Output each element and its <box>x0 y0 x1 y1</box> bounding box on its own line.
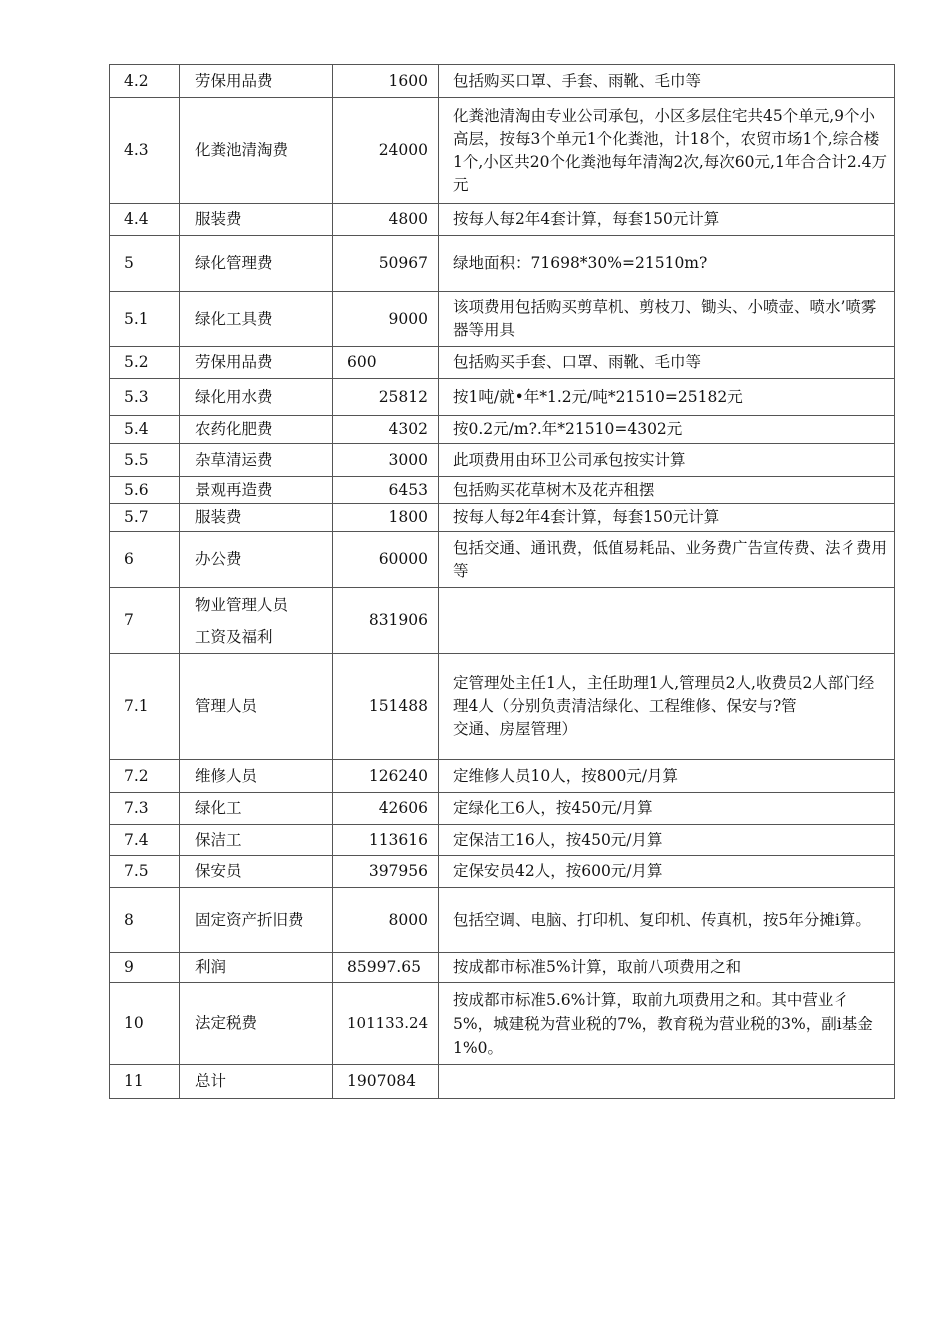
item-number: 5.2 <box>110 347 180 379</box>
table-row <box>110 379 895 416</box>
item-description: 此项费用由环卫公司承包按实计算 <box>439 444 895 477</box>
table-row <box>110 236 895 292</box>
item-description: 按成都市标准5.6%计算，取前九项费用之和。其中营业彳5%，城建税为营业税的7%，教育税为营业税的3%，副i基金1%0。 <box>439 983 895 1065</box>
table-row <box>110 793 895 825</box>
item-amount: 3000 <box>333 444 439 477</box>
item-name: 法定税费 <box>180 983 333 1065</box>
item-number: 10 <box>110 983 180 1065</box>
item-amount: 6453 <box>333 477 439 504</box>
item-description <box>439 654 895 760</box>
item-amount: 151488 <box>333 654 439 760</box>
fee-table <box>109 64 895 1099</box>
item-amount: 8000 <box>333 888 439 953</box>
item-description: 该项费用包括购买剪草机、剪枝刀、锄头、小喷壶、喷水’喷雾器等用具 <box>439 292 895 347</box>
item-number: 4.4 <box>110 204 180 236</box>
table-row <box>110 953 895 983</box>
item-description-line: 定管理处主任1人，主任助理1人,管理员2人,收费员2人部门经理4人（分别负责清洁绿化、工程维修、保安与?管 <box>453 674 875 715</box>
item-amount: 24000 <box>333 98 439 204</box>
item-description: 包括购买花草树木及花卉租摆 <box>439 477 895 504</box>
table-row <box>110 1065 895 1099</box>
item-description <box>439 588 895 654</box>
item-number: 5.5 <box>110 444 180 477</box>
item-description: 按1吨/就•年*1.2元/吨*21510=25182元 <box>439 379 895 416</box>
item-number: 6 <box>110 532 180 588</box>
table-row <box>110 292 895 347</box>
item-number: 7.5 <box>110 856 180 888</box>
item-amount: 397956 <box>333 856 439 888</box>
item-description: 化粪池清淘由专业公司承包，小区多层住宅共45个单元,9个小高层，按每3个单元1个化粪池，计18个，农贸市场1个,综合楼1个,小区共20个化粪池每年清淘2次,每次60元,1年合合计2.4万元 <box>439 98 895 204</box>
item-number: 7 <box>110 588 180 654</box>
item-description: 定维修人员10人，按800元/月算 <box>439 760 895 793</box>
item-name: 服装费 <box>180 504 333 532</box>
item-amount: 126240 <box>333 760 439 793</box>
item-name: 劳保用品费 <box>180 347 333 379</box>
item-amount: 60000 <box>333 532 439 588</box>
item-name: 保安员 <box>180 856 333 888</box>
item-name: 服装费 <box>180 204 333 236</box>
table-row <box>110 588 895 654</box>
item-amount: 831906 <box>333 588 439 654</box>
table-row <box>110 504 895 532</box>
item-number: 7.1 <box>110 654 180 760</box>
item-description: 包括购买口罩、手套、雨靴、毛巾等 <box>439 65 895 98</box>
item-amount: 85997.65 <box>333 953 439 983</box>
item-description-line: 交通、房屋管理） <box>453 720 578 738</box>
item-number: 5.7 <box>110 504 180 532</box>
item-number: 5.4 <box>110 416 180 444</box>
item-amount: 101133.24 <box>333 983 439 1065</box>
item-number: 7.3 <box>110 793 180 825</box>
item-number: 5 <box>110 236 180 292</box>
item-number: 9 <box>110 953 180 983</box>
item-description: 定绿化工6人，按450元/月算 <box>439 793 895 825</box>
item-number: 7.4 <box>110 825 180 856</box>
item-name: 管理人员 <box>180 654 333 760</box>
table-row <box>110 416 895 444</box>
item-description: 包括交通、通讯费，低值易耗品、业务费广告宣传费、法彳费用等 <box>439 532 895 588</box>
item-amount: 9000 <box>333 292 439 347</box>
item-name: 农药化肥费 <box>180 416 333 444</box>
item-description: 定保洁工16人，按450元/月算 <box>439 825 895 856</box>
item-amount: 1907084 <box>333 1065 439 1099</box>
item-number: 4.3 <box>110 98 180 204</box>
table-row <box>110 888 895 953</box>
item-amount: 42606 <box>333 793 439 825</box>
item-description: 包括空调、电脑、打印机、复印机、传真机，按5年分摊i算。 <box>439 888 895 953</box>
item-name: 保洁工 <box>180 825 333 856</box>
item-name: 绿化工 <box>180 793 333 825</box>
item-description: 包括购买手套、口罩、雨靴、毛巾等 <box>439 347 895 379</box>
item-amount: 25812 <box>333 379 439 416</box>
item-name: 利润 <box>180 953 333 983</box>
item-name: 办公费 <box>180 532 333 588</box>
item-name: 绿化管理费 <box>180 236 333 292</box>
item-name: 景观再造费 <box>180 477 333 504</box>
item-description: 绿地面积：71698*30%=21510m? <box>439 236 895 292</box>
item-amount: 4302 <box>333 416 439 444</box>
item-number: 5.6 <box>110 477 180 504</box>
item-number: 5.3 <box>110 379 180 416</box>
item-name: 绿化用水费 <box>180 379 333 416</box>
table-row <box>110 98 895 204</box>
item-name: 总计 <box>180 1065 333 1099</box>
table-row <box>110 825 895 856</box>
item-name: 化粪池清淘费 <box>180 98 333 204</box>
item-name: 固定资产折旧费 <box>180 888 333 953</box>
item-description: 按每人每2年4套计算，每套150元计算 <box>439 504 895 532</box>
item-amount: 113616 <box>333 825 439 856</box>
table-row <box>110 65 895 98</box>
item-description: 按成都市标准5%计算，取前八项费用之和 <box>439 953 895 983</box>
item-number: 4.2 <box>110 65 180 98</box>
item-description: 按0.2元/m?.年*21510=4302元 <box>439 416 895 444</box>
item-name: 劳保用品费 <box>180 65 333 98</box>
table-row <box>110 444 895 477</box>
item-name: 维修人员 <box>180 760 333 793</box>
table-row <box>110 532 895 588</box>
item-name: 杂草清运费 <box>180 444 333 477</box>
item-description: 定保安员42人，按600元/月算 <box>439 856 895 888</box>
item-number: 5.1 <box>110 292 180 347</box>
item-name: 绿化工具费 <box>180 292 333 347</box>
item-description <box>439 1065 895 1099</box>
item-number: 8 <box>110 888 180 953</box>
item-amount: 4800 <box>333 204 439 236</box>
item-description: 按每人每2年4套计算，每套150元计算 <box>439 204 895 236</box>
table-row <box>110 760 895 793</box>
item-amount: 600 <box>333 347 439 379</box>
table-row <box>110 856 895 888</box>
table-row <box>110 347 895 379</box>
table-row <box>110 204 895 236</box>
item-name: 物业管理人员工资及福利 <box>180 588 333 654</box>
table-row <box>110 983 895 1065</box>
item-amount: 50967 <box>333 236 439 292</box>
item-number: 11 <box>110 1065 180 1099</box>
item-number: 7.2 <box>110 760 180 793</box>
table-row <box>110 477 895 504</box>
item-amount: 1800 <box>333 504 439 532</box>
table-row <box>110 654 895 760</box>
item-amount: 1600 <box>333 65 439 98</box>
